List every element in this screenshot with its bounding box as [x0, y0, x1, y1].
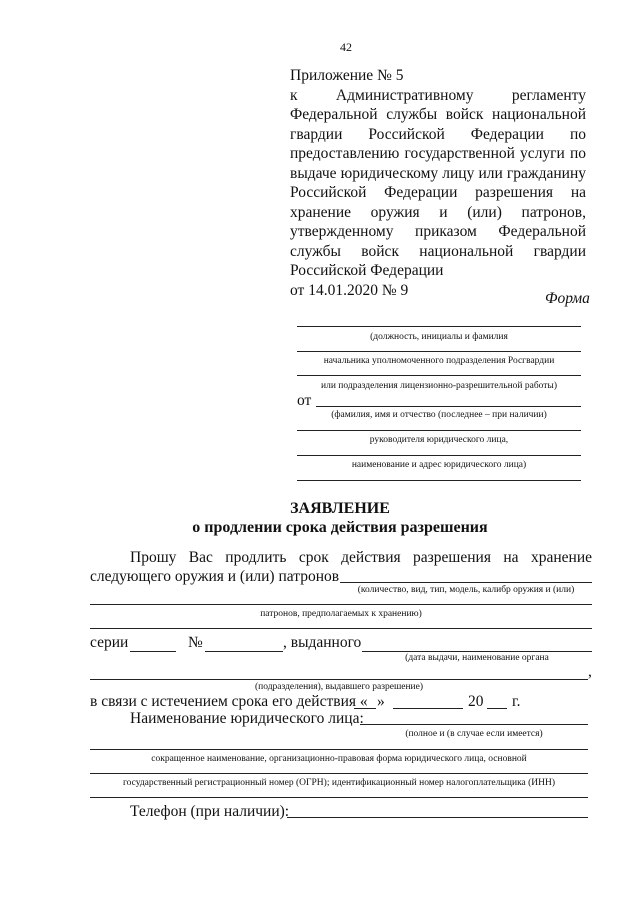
- issued-field-2[interactable]: [90, 679, 588, 680]
- expiry-month-field[interactable]: [393, 708, 463, 709]
- weapon-caption-1: (количество, вид, тип, модель, калибр оружия и (или): [357, 585, 575, 595]
- request-line-2: следующего оружия и (или) патронов: [90, 568, 340, 585]
- form-label: Форма: [545, 290, 590, 307]
- number-label: №: [188, 634, 203, 651]
- weapon-caption-2: патронов, предполагаемых к хранению): [260, 609, 422, 619]
- expiry-year-prefix: 20: [468, 693, 484, 710]
- entity-field-4[interactable]: [90, 797, 588, 798]
- appendix-line: гвардии Российской Федерации по: [290, 125, 586, 143]
- issue-caption-1: (дата выдачи, наименование органа: [405, 653, 549, 663]
- entity-label: Наименование юридического лица:: [130, 710, 364, 727]
- expiry-day-field[interactable]: [354, 708, 376, 709]
- expiry-year-suffix: г.: [512, 693, 521, 710]
- issued-label: , выданного: [283, 634, 362, 651]
- request-line-1: Прошу Вас продлить срок действия разрешения на хранение: [130, 549, 592, 566]
- entity-caption-1: (полное и (в случае если имеется): [405, 729, 543, 739]
- addressee-caption-1: (должность, инициалы и фамилия: [370, 332, 508, 342]
- appendix-line: хранение оружия и (или) патронов,: [290, 203, 586, 221]
- appendix-line: предоставлению государственной услуги по: [290, 145, 586, 162]
- entity-field-2[interactable]: [90, 749, 588, 750]
- entity-field-3[interactable]: [90, 773, 588, 774]
- document-title: ЗАЯВЛЕНИЕ: [290, 500, 390, 517]
- line-comma: ,: [588, 663, 592, 680]
- expiry-year-field[interactable]: [487, 708, 507, 709]
- appendix-line: выдаче юридическому лицу или гражданину: [290, 164, 586, 182]
- weapon-field-line-3[interactable]: [90, 628, 592, 629]
- appendix-line: Российской Федерации: [290, 262, 444, 279]
- document-subtitle: о продлении срока действия разрешения: [192, 519, 488, 536]
- addressee-line-2[interactable]: [297, 351, 581, 352]
- appendix-line: от 14.01.2020 № 9: [290, 281, 409, 299]
- addressee-caption-6: наименование и адрес юридического лица): [351, 460, 527, 470]
- phone-label: Телефон (при наличии):: [130, 803, 290, 820]
- appendix-line: службы войск национальной гвардии: [290, 242, 586, 260]
- entity-caption-3: государственный регистрационный номер (ОГРН); идентификационный номер налогоплательщика (ИНН): [122, 778, 556, 788]
- entity-field[interactable]: [360, 724, 588, 725]
- phone-field[interactable]: [287, 817, 588, 818]
- number-field[interactable]: [205, 651, 283, 652]
- addressee-line-1[interactable]: [297, 326, 581, 327]
- issue-caption-2: (подразделения), выдавшего разрешение): [254, 682, 424, 692]
- entity-caption-2: сокращенное наименование, организационно-правовая форма юридического лица, основной: [151, 754, 527, 764]
- series-label: серии: [90, 634, 129, 651]
- addressee-line-6[interactable]: [297, 455, 581, 456]
- addressee-line-5[interactable]: [297, 430, 581, 431]
- addressee-caption-5: руководителя юридического лица,: [369, 435, 509, 445]
- appendix-line: Приложение № 5: [290, 67, 404, 84]
- appendix-line: к Административному регламенту: [290, 86, 586, 104]
- from-label: от: [297, 392, 312, 409]
- appendix-line: Федеральной службы войск национальной: [290, 106, 586, 123]
- addressee-line-3[interactable]: [297, 375, 581, 376]
- addressee-caption-2: начальника уполномоченного подразделения Росгвардии: [323, 356, 555, 366]
- appendix-line: утвержденному приказом Федеральной: [290, 223, 586, 240]
- addressee-line-7[interactable]: [297, 480, 581, 481]
- appendix-block: [290, 66, 586, 300]
- expiry-label: в связи с истечением срока его действия «: [90, 693, 368, 710]
- appendix-line: Российской Федерации разрешения на: [290, 184, 586, 201]
- addressee-caption-3: или подразделения лицензионно-разрешительной работы): [321, 381, 557, 391]
- series-field[interactable]: [130, 651, 176, 652]
- weapon-field-line[interactable]: [340, 582, 592, 583]
- addressee-caption-4: (фамилия, имя и отчество (последнее – при наличии): [331, 410, 547, 420]
- expiry-quote-close: »: [377, 693, 385, 710]
- applicant-name-line[interactable]: [316, 406, 581, 407]
- issued-field[interactable]: [362, 651, 592, 652]
- page-number: 42: [340, 40, 352, 54]
- weapon-field-line-2[interactable]: [90, 604, 592, 605]
